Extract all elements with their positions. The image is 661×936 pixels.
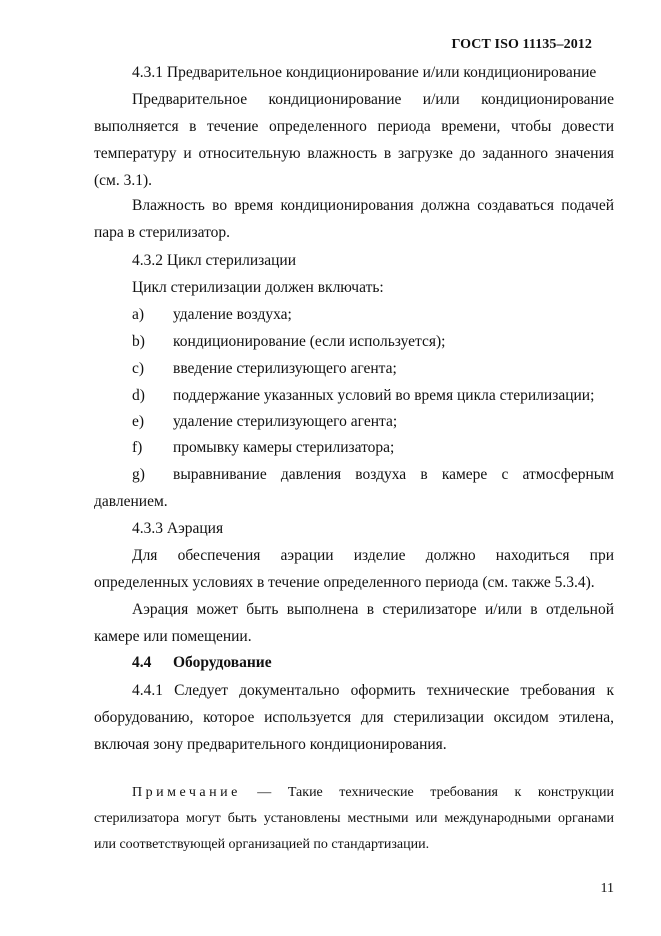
note-label: Примечание <box>132 785 241 800</box>
list-marker: e) <box>132 413 145 430</box>
section-4-4-1-paragraph: 4.4.1 Следует документально оформить технические требования к оборудованию, которое используется для стерилизации оксидом этилена, включая зону предварительного кондиционирования. <box>94 682 614 753</box>
section-4-3-2-intro: Цикл стерилизации должен включать: <box>132 279 384 296</box>
note-text: Такие технические требования к конструкции стерилизатора могут быть установлены местными или международными органами или соответствующей организацией по стандартизации. <box>94 785 615 852</box>
list-item-text: выравнивание давления воздуха в камере с атмосферным <box>173 466 614 483</box>
list-item <box>132 382 614 409</box>
list-item-text: поддержание указанных условий во время цикла стерилизации; <box>173 387 595 404</box>
section-4-3-3-paragraph-2: Аэрация может быть выполнена в стерилизаторе и/или в отдельной камере или помещении. <box>94 601 614 645</box>
page-number: 11 <box>600 881 614 896</box>
list-item-text: удаление стерилизующего агента; <box>173 413 398 430</box>
section-4-3-1-paragraph-1: Предварительное кондиционирование и/или кондиционирование выполняется в течение определенного периода времени, чтобы довести температуру и относительную влажность в загрузке до заданного значения (см. 3.1). <box>94 91 614 189</box>
list-marker: d) <box>132 387 145 404</box>
list-item <box>132 461 614 488</box>
list-item-text: кондиционирование (если используется); <box>173 333 446 350</box>
list-item <box>132 301 614 328</box>
list-item-text: удаление воздуха; <box>173 306 292 323</box>
section-4-3-1-heading: 4.3.1 Предварительное кондиционирование и/или кондиционирование <box>132 64 597 81</box>
note-block <box>94 780 614 858</box>
section-4-4-heading <box>132 649 272 676</box>
standard-header: ГОСТ ISO 11135–2012 <box>451 37 592 52</box>
list-item <box>132 355 614 382</box>
section-4-3-1-paragraph-2: Влажность во время кондиционирования должна создаваться подачей пара в стерилизатор. <box>94 197 614 241</box>
list-item <box>132 328 614 355</box>
list-item-continuation: давлением. <box>94 493 168 510</box>
list-marker: f) <box>132 439 143 456</box>
list-marker: g) <box>132 466 145 483</box>
section-4-3-2-heading: 4.3.2 Цикл стерилизации <box>132 252 296 269</box>
note-dash: — <box>240 785 288 800</box>
list-marker: a) <box>132 306 145 323</box>
section-number: 4.4 <box>132 654 152 671</box>
list-marker: b) <box>132 333 145 350</box>
list-item <box>132 408 614 435</box>
list-item-text: промывку камеры стерилизатора; <box>173 439 395 456</box>
list-item <box>132 434 614 461</box>
section-4-3-3-paragraph-1: Для обеспечения аэрации изделие должно находиться при определенных условиях в течение определенного периода (см. также 5.3.4). <box>94 547 614 591</box>
list-marker: c) <box>132 360 145 377</box>
section-title: Оборудование <box>173 654 272 671</box>
list-item-text: введение стерилизующего агента; <box>173 360 397 377</box>
section-4-3-3-heading: 4.3.3 Аэрация <box>132 520 224 537</box>
